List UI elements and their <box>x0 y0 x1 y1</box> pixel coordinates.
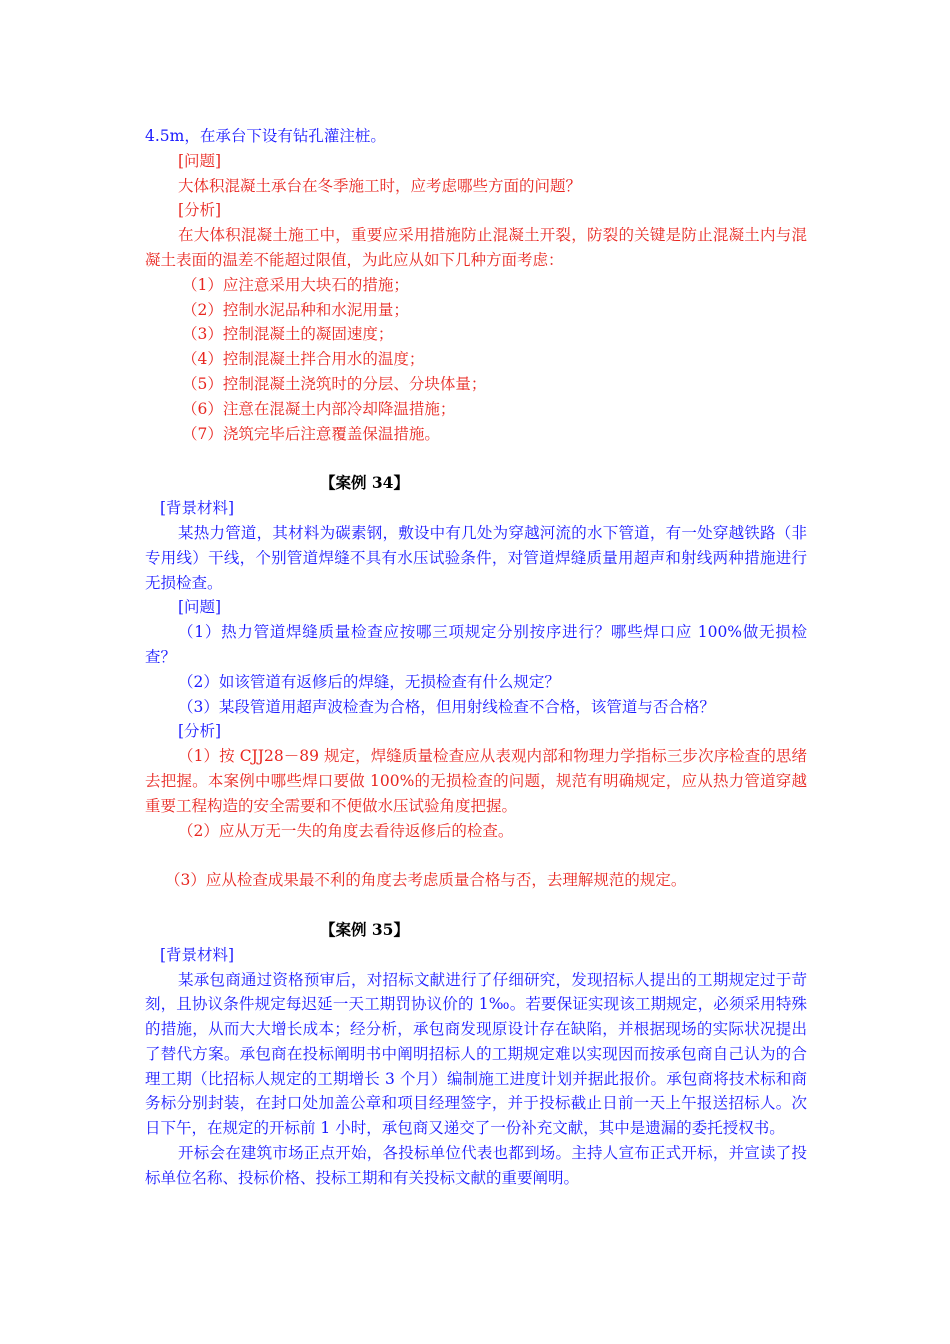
case34-analysis: （1）按 CJJ28－89 规定，焊缝质量检查应从表观内部和物理力学指标三步次序检查的思绪去把握。本案例中哪些焊口要做 100%的无损检查的问题，规范有明确规定，应从热力管道穿越重要工程构造的安全需要和不便做水压试验角度把握。 <box>145 747 807 815</box>
document-page <box>145 124 807 1191</box>
case33-item: （4）控制混凝土拌合用水的温度； <box>182 350 425 369</box>
case33-item: （1）应注意采用大块石的措施； <box>182 275 409 294</box>
case34-background-tag: [背景材料] <box>160 499 235 518</box>
case33-analysis-tag: [分析] <box>178 201 222 220</box>
case34-background: 某热力管道，其材料为碳素钢，敷设中有几处为穿越河流的水下管道，有一处穿越铁路（非专用线）干线，个别管道焊缝不具有水压试验条件，对管道焊缝质量用超声和射线两种措施进行无损检查。 <box>145 523 807 592</box>
case34-question-tag: [问题] <box>178 598 222 617</box>
case34-question: （3）某段管道用超声波检查为合格，但用射线检查不合格，该管道与否合格？ <box>178 697 715 716</box>
case33-analysis: 在大体积混凝土施工中，重要应采用措施防止混凝土开裂，防裂的关键是防止混凝土内与混凝土表面的温差不能超过限值，为此应从如下几种方面考虑： <box>145 226 807 269</box>
case35-paragraph: 开标会在建筑市场正点开始，各投标单位代表也都到场。主持人宣布正式开标，并宣读了投标单位名称、投标价格、投标工期和有关投标文献的重要阐明。 <box>145 1144 807 1187</box>
case34-question: （1）热力管道焊缝质量检查应按哪三项规定分别按序进行？哪些焊口应 100%做无损检查？ <box>145 623 807 666</box>
case33-item: （5）控制混凝土浇筑时的分层、分块体量； <box>182 374 487 393</box>
case33-item: （7）浇筑完毕后注意覆盖保温措施。 <box>182 424 440 443</box>
case34-title: 【案例 34】 <box>320 473 409 493</box>
case35-title: 【案例 35】 <box>320 919 409 939</box>
case33-intro-tail: 4.5m，在承台下设有钻孔灌注桩。 <box>145 127 386 145</box>
spacer <box>145 843 807 868</box>
case35-background-tag: [背景材料] <box>160 945 235 964</box>
case35-paragraph: 某承包商通过资格预审后，对招标文献进行了仔细研究，发现招标人提出的工期规定过于苛刻，且协议条件规定每迟延一天工期罚协议价的 1‰。若要保证实现该工期规定，必须采用特殊的措施，从而大大增长成本；经分析，承包商发现原设计存在缺陷，并根据现场的实际状况提出了替代方案。承包商在投标阐明书中阐明招标人的工期规定难以实现因而按承包商自己认为的合理工期（比招标人规定的工期增长 3 个月）编制施工进度计划并据此报价。承包商将技术标和商务标分别封装，在封口处加盖公章和项目经理签字，并于投标截止日前一天上午报送招标人。次日下午，在规定的开标前 1 小时，承包商又递交了一份补充文献，其中是遗漏的委托授权书。 <box>145 970 807 1138</box>
case34-question: （2）如该管道有返修后的焊缝，无损检查有什么规定？ <box>178 672 560 691</box>
case33-question-tag: [问题] <box>178 151 222 170</box>
case34-analysis: （2）应从万无一失的角度去看待返修后的检查。 <box>178 821 514 840</box>
case33-item: （6）注意在混凝土内部冷却降温措施； <box>182 399 456 418</box>
case33-item: （2）控制水泥品种和水泥用量； <box>182 300 409 319</box>
case34-analysis-tag: [分析] <box>178 722 222 741</box>
case33-question: 大体积混凝土承台在冬季施工时，应考虑哪些方面的问题？ <box>178 176 582 195</box>
case34-analysis: （3）应从检查成果最不利的角度去考虑质量合格与否，去理解规范的规定。 <box>165 871 687 890</box>
case33-item: （3）控制混凝土的凝固速度； <box>182 325 394 344</box>
